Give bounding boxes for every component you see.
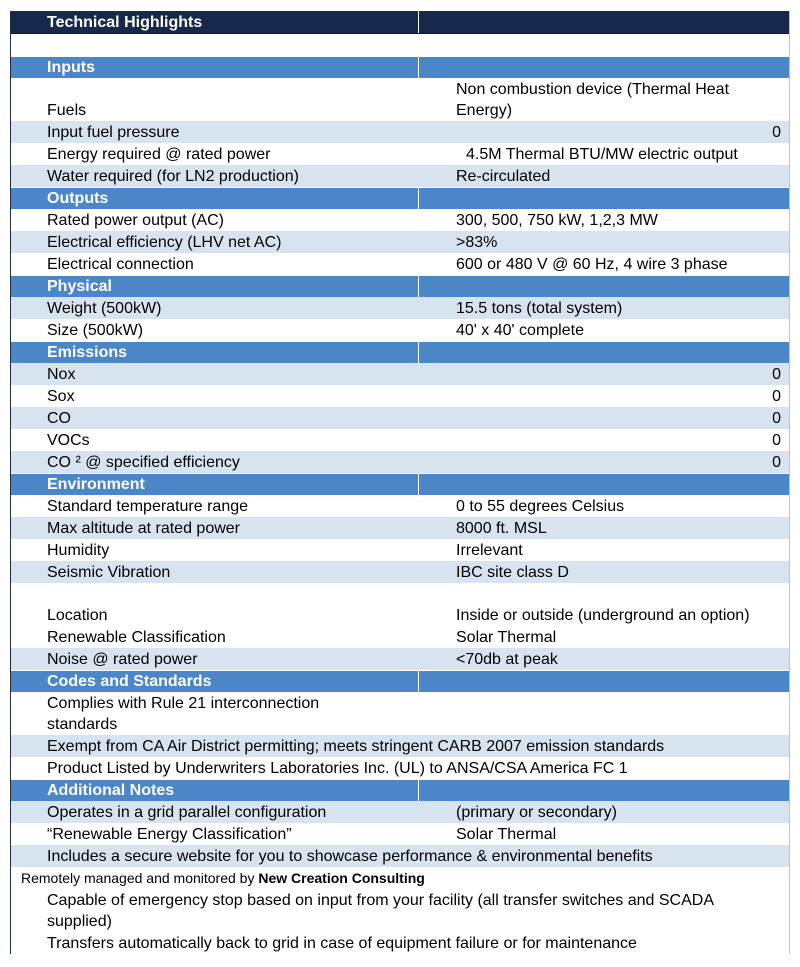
table-row: Rated power output (AC) 300, 500, 750 kW, 1,2,3 MW — [11, 209, 789, 231]
table-row: Transfers automatically back to grid in case of equipment failure or for maintenance — [11, 932, 789, 954]
table-row: Nox 0 — [11, 363, 789, 385]
table-row: Weight (500kW) 15.5 tons (total system) — [11, 297, 789, 319]
section-header-inputs: Inputs — [11, 56, 789, 78]
table-row: Renewable Classification Solar Thermal — [11, 626, 789, 648]
table-row: Max altitude at rated power 8000 ft. MSL — [11, 517, 789, 539]
table-row: “Renewable Energy Classification” Solar Thermal — [11, 823, 789, 845]
table-row: VOCs 0 — [11, 429, 789, 451]
table-row: Complies with Rule 21 interconnection standards — [11, 692, 789, 735]
spacer-row — [11, 34, 789, 56]
table-row: Includes a secure website for you to showcase performance & environmental benefits — [11, 845, 789, 867]
table-row: Sox 0 — [11, 385, 789, 407]
table-row: Input fuel pressure 0 — [11, 121, 789, 143]
table-row: Size (500kW) 40' x 40' complete — [11, 319, 789, 341]
managed-text: Remotely managed and monitored by — [21, 870, 259, 886]
section-header-physical: Physical — [11, 275, 789, 297]
table-title: Technical Highlights — [11, 11, 419, 33]
table-row: Electrical efficiency (LHV net AC) >83% — [11, 231, 789, 253]
table-row: Electrical connection 600 or 480 V @ 60 Hz, 4 wire 3 phase — [11, 253, 789, 275]
section-header-codes: Codes and Standards — [11, 670, 789, 692]
table-row: Water required (for LN2 production) Re-circulated — [11, 165, 789, 187]
table-row: Fuels Non combustion device (Thermal Heat Energy) — [11, 78, 789, 121]
section-header-outputs: Outputs — [11, 187, 789, 209]
table-row: Noise @ rated power <70db at peak — [11, 648, 789, 670]
section-header-notes: Additional Notes — [11, 779, 789, 801]
table-row: Exempt from CA Air District permitting; meets stringent CARB 2007 emission standards — [11, 735, 789, 757]
table-row: Energy required @ rated power 4.5M Thermal BTU/MW electric output — [11, 143, 789, 165]
table-row: Location Inside or outside (underground an option) — [11, 583, 789, 626]
table-row: Seismic Vibration IBC site class D — [11, 561, 789, 583]
table-title-row — [11, 11, 789, 34]
table-row: Capable of emergency stop based on input from your facility (all transfer switches and SCADA supplied) — [11, 889, 789, 932]
table-row: Humidity Irrelevant — [11, 539, 789, 561]
table-row: Operates in a grid parallel configuration (primary or secondary) — [11, 801, 789, 823]
table-row: Product Listed by Underwriters Laboratories Inc. (UL) to ANSA/CSA America FC 1 — [11, 757, 789, 779]
section-header-environment: Environment — [11, 473, 789, 495]
section-header-emissions: Emissions — [11, 341, 789, 363]
technical-highlights-table — [10, 11, 790, 954]
table-row: CO ² @ specified efficiency 0 — [11, 451, 789, 473]
table-row: Standard temperature range 0 to 55 degrees Celsius — [11, 495, 789, 517]
table-row — [11, 867, 789, 889]
company-name: New Creation Consulting — [258, 870, 425, 886]
table-row: CO 0 — [11, 407, 789, 429]
